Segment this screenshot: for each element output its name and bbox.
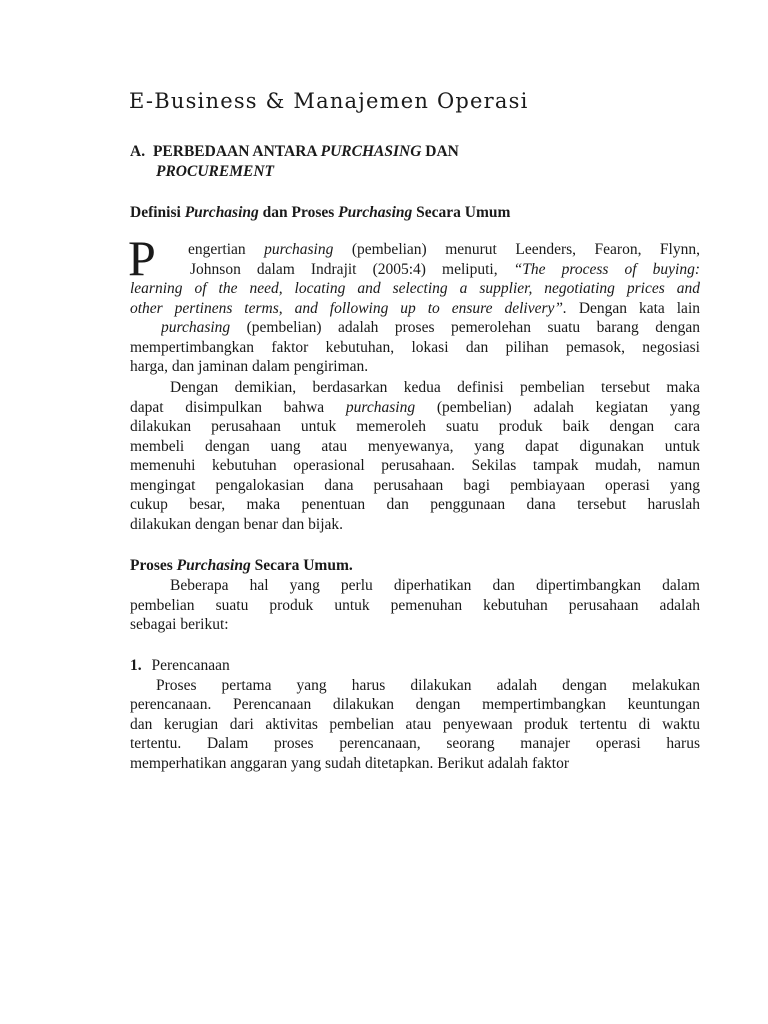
paragraph-line: Dengan demikian, berdasarkan kedua definisi pembelian tersebut maka (170, 379, 700, 396)
paragraph-line: engertian purchasing (pembelian) menurut Leenders, Fearon, Flynn, (188, 241, 700, 258)
definisi-heading-part: Definisi (130, 204, 185, 221)
paragraph-line: purchasing (pembelian) adalah proses pemerolehan suatu barang dengan (161, 319, 700, 336)
paragraph-line: harga, dan jaminan dalam pengiriman. (130, 358, 369, 375)
definisi-heading-part: Purchasing (338, 204, 413, 221)
paragraph-line: cukup besar, maka penentuan dan penggunaan dana tersebut haruslah (130, 496, 700, 513)
paragraph-line: memenuhi kebutuhan operasional perusahaan. Sekilas tampak mudah, namun (130, 457, 700, 474)
paragraph-line: dilakukan perusahaan untuk memeroleh suatu produk baik dengan cara (130, 418, 700, 435)
section-heading-tail: DAN (421, 143, 459, 160)
paragraph-line: mengingat pengalokasian dana perusahaan bagi pembiayaan operasi yang (130, 476, 700, 494)
paragraph-line: mempertimbangkan faktor kebutuhan, lokasi dan pilihan pemasok, negosiasi (130, 338, 700, 356)
paragraph-line: dan kerugian dari aktivitas pembelian atau penyewaan produk tertentu di waktu (130, 715, 700, 733)
list-item-1 (130, 656, 700, 773)
paragraph-line: pembelian suatu produk untuk pemenuhan kebutuhan perusahaan adalah (130, 596, 700, 614)
definisi-heading-part: dan Proses (258, 204, 339, 221)
drop-cap: P (128, 230, 156, 286)
paragraph-line: Beberapa hal yang perlu diperhatikan dan dipertimbangkan dalam (170, 577, 700, 594)
section-heading-text: PERBEDAAN ANTARA (152, 143, 321, 160)
paragraph-line: other pertinens terms, and following up to ensure delivery”. Dengan kata lain (130, 299, 700, 317)
definisi-heading-part: Purchasing (184, 204, 259, 221)
section-heading (130, 142, 700, 181)
paragraph-line: memperhatikan anggaran yang sudah ditetapkan. Berikut adalah faktor (130, 754, 570, 772)
section-letter: A. (130, 143, 146, 160)
paragraph-line: learning of the need, locating and selecting a supplier, negotiating prices and (130, 280, 700, 297)
document-title: E-Business & Manajemen Operasi (129, 89, 529, 113)
paragraph-line: dapat disimpulkan bahwa purchasing (pembelian) adalah kegiatan yang (130, 398, 700, 416)
definisi-heading-part: Secara Umum (412, 204, 511, 221)
paragraph-line: sebagai berikut: (130, 616, 229, 633)
paragraph-line: perencanaan. Perencanaan dilakukan dengan mempertimbangkan keuntungan (130, 696, 700, 713)
definisi-heading (130, 203, 700, 223)
section-heading-line2: PROCUREMENT (156, 162, 274, 180)
proses-heading: Proses Purchasing Secara Umum. (130, 557, 353, 574)
paragraph-line: membeli dengan uang atau menyewanya, yang dapat digunakan untuk (130, 437, 700, 455)
list-label: Perencanaan (151, 657, 230, 674)
paragraph-line: Johnson dalam Indrajit (2005:4) meliputi, “The process of buying: (190, 260, 700, 278)
paragraph-1 (130, 240, 700, 377)
list-number: 1. (130, 657, 142, 674)
paragraph-line: tertentu. Dalam proses perencanaan, seorang manajer operasi harus (130, 735, 700, 752)
paragraph-line: Proses pertama yang harus dilakukan adalah dengan melakukan (156, 676, 700, 694)
paragraph-2 (130, 378, 700, 534)
paragraph-3 (130, 576, 700, 635)
paragraph-line: dilakukan dengan benar dan bijak. (130, 515, 344, 533)
section-heading-italic: PURCHASING (320, 143, 422, 160)
